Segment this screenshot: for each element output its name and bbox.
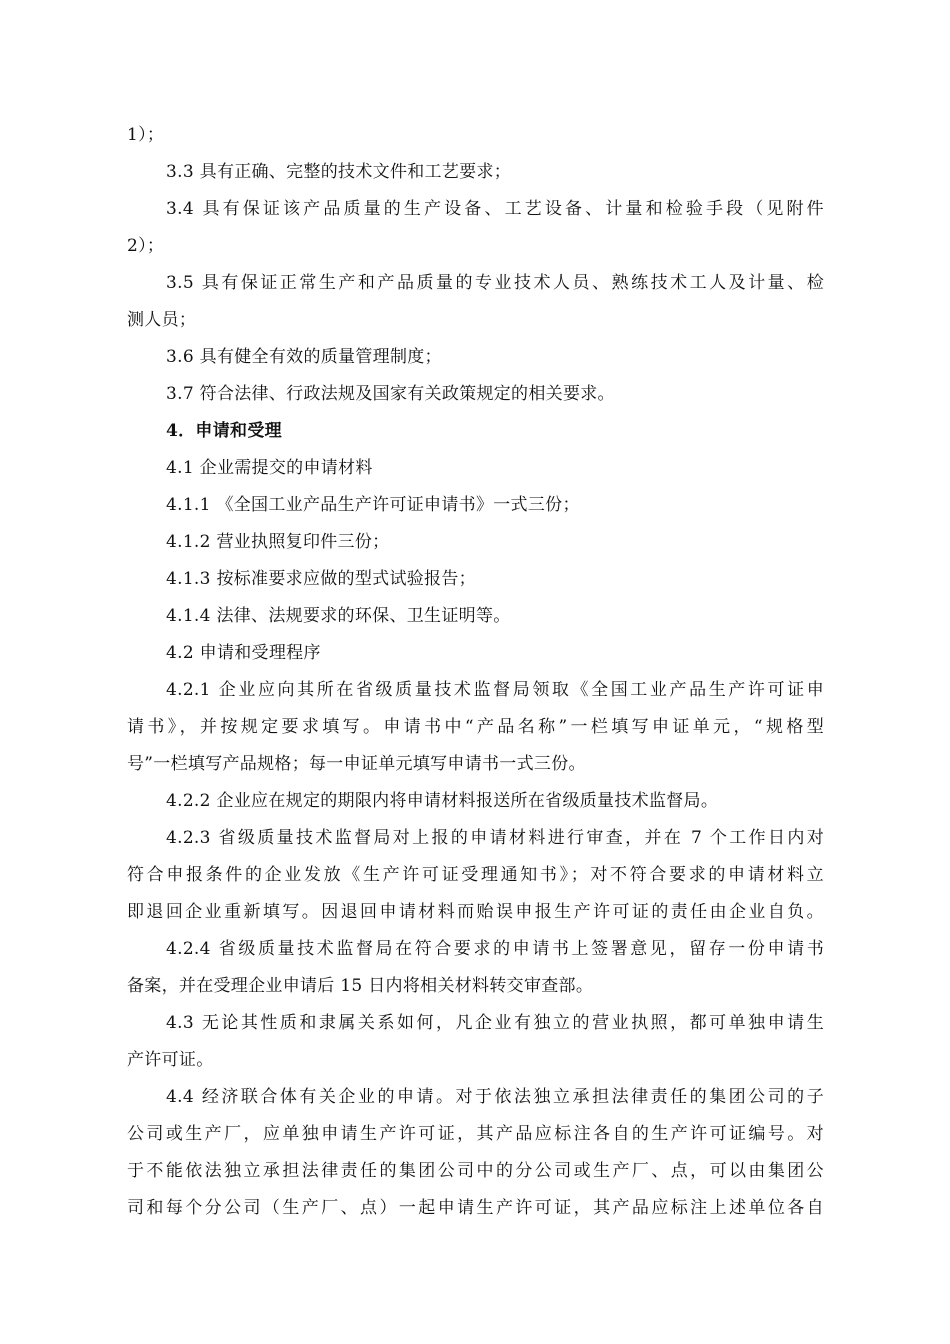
- text-line: 4.2 申请和受理程序: [166, 643, 321, 663]
- text-line: 符合申报条件的企业发放《生产许可证受理通知书》；对不符合要求的申请材料立: [127, 865, 824, 885]
- document-page: [127, 122, 824, 1221]
- text-line: 4.1.1 《全国工业产品生产许可证申请书》一式三份；: [166, 495, 580, 515]
- text-line: 4.2.1 企业应向其所在省级质量技术监督局领取《全国工业产品生产许可证申: [166, 680, 824, 700]
- text-line: 3.5 具有保证正常生产和产品质量的专业技术人员、熟练技术工人及计量、检: [166, 273, 824, 293]
- text-line: 测人员；: [127, 310, 197, 330]
- text-line: 4.2.3 省级质量技术监督局对上报的申请材料进行审查，并在 7 个工作日内对: [166, 828, 824, 848]
- text-line: 4.1 企业需提交的申请材料: [166, 458, 373, 478]
- text-line: 产许可证。: [127, 1050, 214, 1070]
- text-line: 4.1.3 按标准要求应做的型式试验报告；: [166, 569, 476, 589]
- text-line: 号”一栏填写产品规格；每一申证单元填写申请书一式三份。: [127, 754, 586, 774]
- text-line: 3.4 具有保证该产品质量的生产设备、工艺设备、计量和检验手段（见附件: [166, 199, 824, 219]
- text-line: 4.2.4 省级质量技术监督局在符合要求的申请书上签署意见，留存一份申请书: [166, 939, 824, 959]
- text-line: 1）；: [127, 125, 165, 145]
- text-line: 备案，并在受理企业申请后 15 日内将相关材料转交审查部。: [127, 976, 594, 996]
- text-line: 即退回企业重新填写。因退回申请材料而贻误申报生产许可证的责任由企业自负。: [127, 902, 824, 922]
- text-line: 2）；: [127, 236, 165, 256]
- text-line: 4.2.2 企业应在规定的期限内将申请材料报送所在省级质量技术监督局。: [166, 791, 719, 811]
- text-line: 4.1.4 法律、法规要求的环保、卫生证明等。: [166, 606, 511, 626]
- text-line: 4.4 经济联合体有关企业的申请。对于依法独立承担法律责任的集团公司的子: [166, 1087, 824, 1107]
- text-line: 3.3 具有正确、完整的技术文件和工艺要求；: [166, 162, 512, 182]
- text-line: 于不能依法独立承担法律责任的集团公司中的分公司或生产厂、点，可以由集团公: [127, 1161, 824, 1181]
- text-line: 公司或生产厂，应单独申请生产许可证，其产品应标注各自的生产许可证编号。对: [127, 1124, 824, 1144]
- section-heading: 4．申请和受理: [166, 421, 282, 441]
- text-line: 4.1.2 营业执照复印件三份；: [166, 532, 390, 552]
- text-line: 司和每个分公司（生产厂、点）一起申请生产许可证，其产品应标注上述单位各自: [127, 1198, 824, 1218]
- text-line: 4.3 无论其性质和隶属关系如何，凡企业有独立的营业执照，都可单独申请生: [166, 1013, 824, 1033]
- text-line: 3.7 符合法律、行政法规及国家有关政策规定的相关要求。: [166, 384, 615, 404]
- text-line: 3.6 具有健全有效的质量管理制度；: [166, 347, 442, 367]
- text-line: 请书》，并按规定要求填写。申请书中“产品名称”一栏填写申证单元，“规格型: [127, 717, 824, 737]
